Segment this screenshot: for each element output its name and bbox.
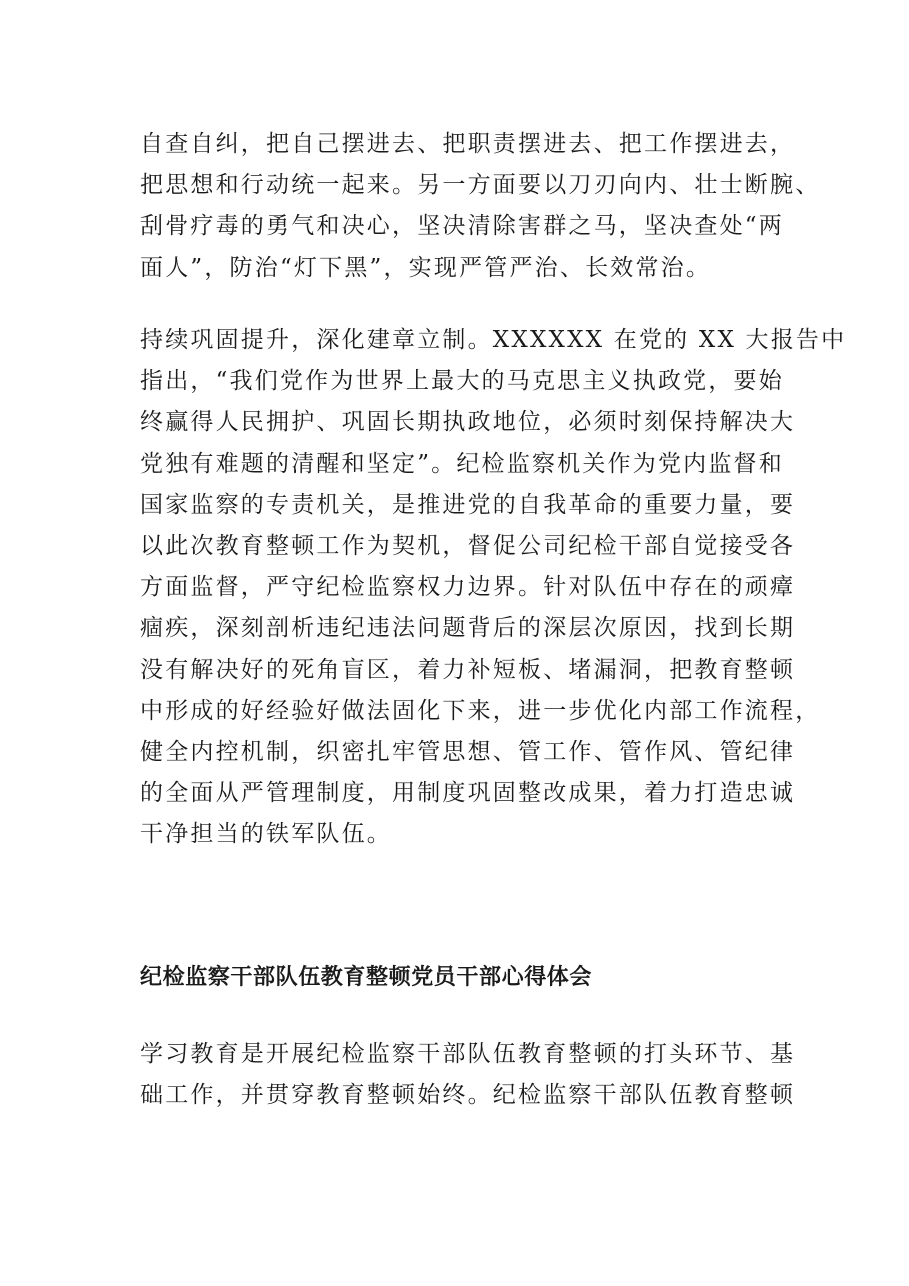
text-line: 终赢得人民拥护、巩固长期执政地位，必须时刻保持解决大 <box>140 409 796 436</box>
text-line: 刮骨疗毒的勇气和决心，坚决清除害群之马，坚决查处“两 <box>140 213 784 240</box>
text-line: 持续巩固提升，深化建章立制。XXXXXX 在党的 XX 大报告中 <box>140 327 847 353</box>
paragraph-1 <box>140 124 820 289</box>
text-line: 中形成的好经验好做法固化下来，进一步优化内部工作流程， <box>140 697 821 724</box>
text-line: 以此次教育整顿工作为契机，督促公司纪检干部自觉接受各 <box>140 532 796 559</box>
text-line: 把思想和行动统一起来。另一方面要以刀刃向内、壮士断腕、 <box>140 172 821 199</box>
text-line: 没有解决好的死角盲区，着力补短板、堵漏洞，把教育整顿 <box>140 656 796 683</box>
paragraph-2 <box>140 320 846 855</box>
text-line: 面人”，防治“灯下黑”，实现严管严治、长效常治。 <box>140 254 712 281</box>
text-line: 党独有难题的清醒和坚定”。纪检监察机关作为党内监督和 <box>140 450 784 477</box>
text-line: 方面监督，严守纪检监察权力边界。针对队伍中存在的顽瘴 <box>140 574 796 601</box>
paragraph-3 <box>140 1034 795 1116</box>
section-heading: 纪检监察干部队伍教育整顿党员干部心得体会 <box>140 965 593 990</box>
text-line: 学习教育是开展纪检监察干部队伍教育整顿的打头环节、基 <box>140 1041 796 1067</box>
text-line: 的全面从严管理制度，用制度巩固整改成果，着力打造忠诚 <box>140 780 796 807</box>
text-line: 础工作，并贯穿教育整顿始终。纪检监察干部队伍教育整顿 <box>140 1082 796 1109</box>
text-line: 痼疾，深刻剖析违纪违法问题背后的深层次原因，找到长期 <box>140 615 796 642</box>
text-line: 干净担当的铁军队伍。 <box>140 821 392 848</box>
text-line: 自查自纠，把自己摆进去、把职责摆进去、把工作摆进去， <box>140 131 796 157</box>
section-heading-block <box>140 958 592 998</box>
text-line: 指出，“我们党作为世界上最大的马克思主义执政党，要始 <box>140 368 784 395</box>
text-line: 国家监察的专责机关，是推进党的自我革命的重要力量，要 <box>140 491 796 518</box>
text-line: 健全内控机制，织密扎牢管思想、管工作、管作风、管纪律 <box>140 738 796 765</box>
